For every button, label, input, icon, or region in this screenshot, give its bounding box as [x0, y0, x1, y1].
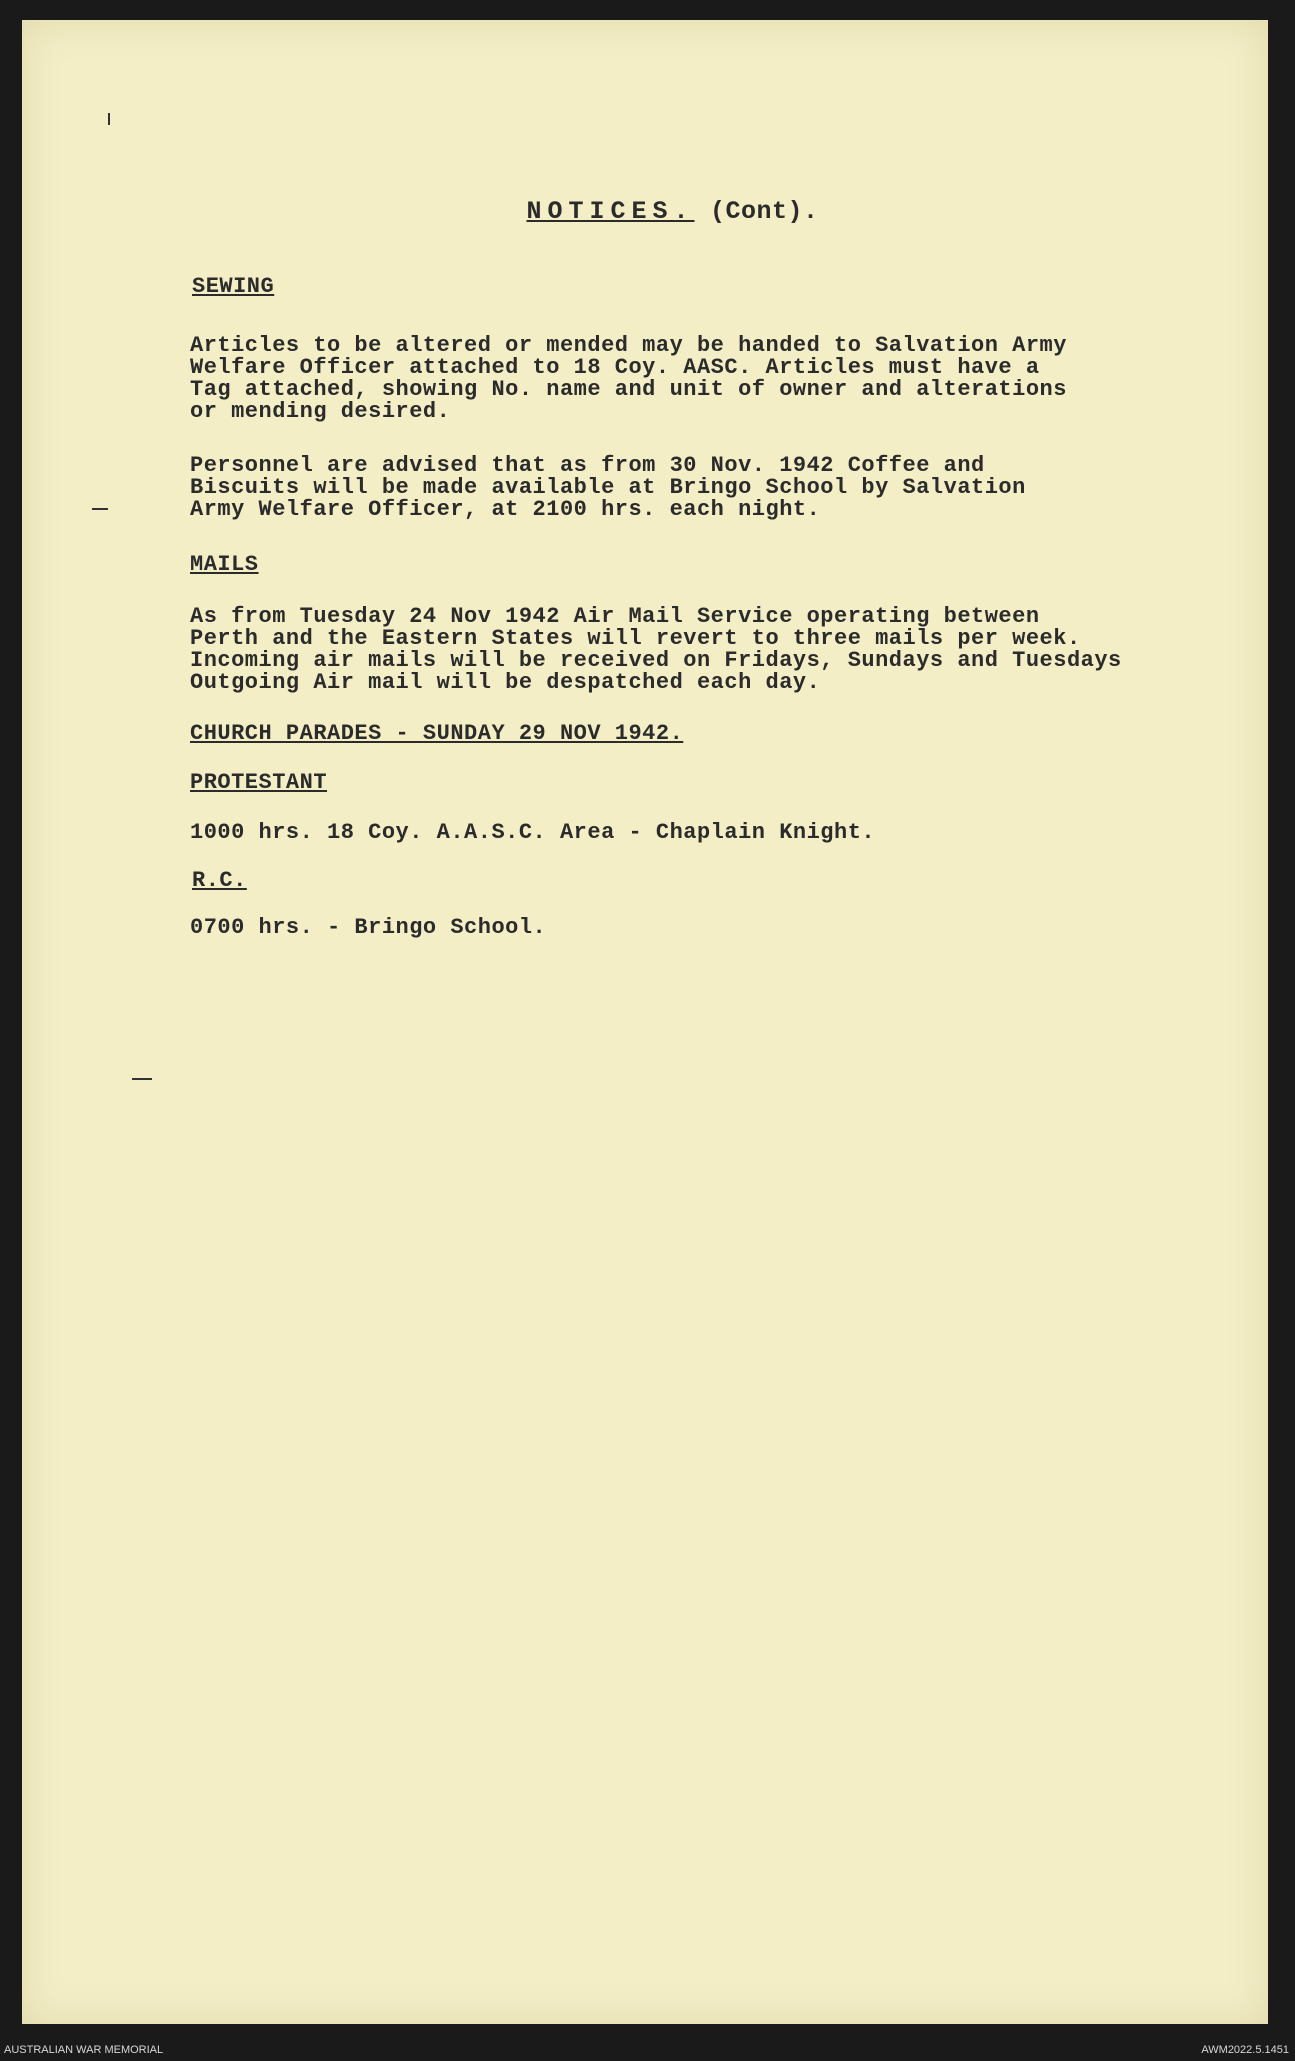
sewing-para2-line: Biscuits will be made available at Bringo School by Salvation	[190, 475, 1026, 500]
margin-mark	[108, 113, 110, 125]
mails-para-line: Outgoing Air mail will be despatched each day.	[190, 670, 821, 695]
rc-service-line: 0700 hrs. - Bringo School.	[190, 915, 547, 940]
sewing-para2-line: Personnel are advised that as from 30 Nov. 1942 Coffee and	[190, 453, 985, 478]
margin-mark	[92, 508, 108, 510]
document-page	[22, 20, 1268, 2024]
sewing-heading: SEWING	[192, 274, 275, 299]
title-suffix: (Cont).	[710, 197, 819, 226]
margin-mark	[132, 1078, 152, 1080]
sewing-para1-line: or mending desired.	[190, 399, 451, 424]
page-title	[22, 197, 1268, 226]
document-body	[22, 20, 1268, 2024]
sewing-para1-line: Articles to be altered or mended may be handed to Salvation Army	[190, 333, 1067, 358]
mails-para-line: As from Tuesday 24 Nov 1942 Air Mail Service operating between	[190, 604, 1040, 629]
footer-right-text: AWM2022.5.1451	[1201, 2044, 1289, 2056]
sewing-para1-line: Tag attached, showing No. name and unit of owner and alterations	[190, 377, 1067, 402]
mails-para-line: Perth and the Eastern States will revert to three mails per week.	[190, 626, 1081, 651]
mails-para-line: Incoming air mails will be received on Fridays, Sundays and Tuesdays	[190, 648, 1122, 673]
footer-left-text: AUSTRALIAN WAR MEMORIAL	[4, 2044, 164, 2056]
title-text: NOTICES.	[526, 197, 695, 226]
protestant-service-line: 1000 hrs. 18 Coy. A.A.S.C. Area - Chaplain Knight.	[190, 820, 876, 845]
sewing-para1-line: Welfare Officer attached to 18 Coy. AASC. Articles must have a	[190, 355, 1040, 380]
sewing-para2-line: Army Welfare Officer, at 2100 hrs. each night.	[190, 497, 821, 522]
protestant-heading: PROTESTANT	[190, 770, 328, 795]
rc-heading: R.C.	[192, 868, 247, 893]
church-parades-heading: CHURCH PARADES - SUNDAY 29 NOV 1942.	[190, 721, 684, 746]
mails-heading: MAILS	[190, 552, 259, 577]
